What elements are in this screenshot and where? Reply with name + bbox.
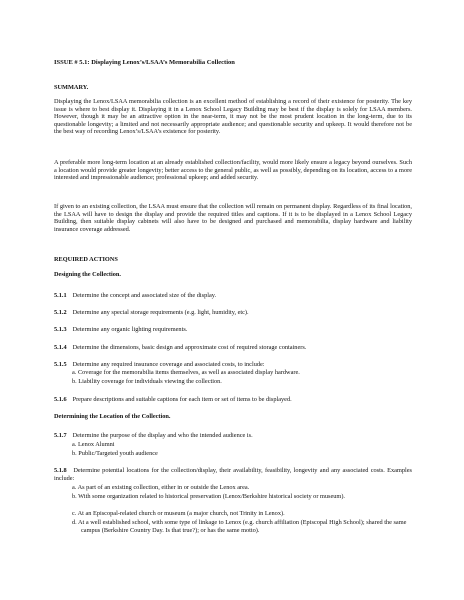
summary-heading: SUMMARY. (54, 84, 89, 91)
action-item-5-1-5: 5.1.5 Determine any required insurance coverage and associated costs, to include: (54, 361, 265, 368)
action-item-5-1-3: 5.1.3 Determine any organic lighting requirements. (54, 326, 188, 333)
action-item-5-1-8: 5.1.8 Determine potential locations for the collection/display, their availability, feasibility, longevity and any associated costs. Examples include: (54, 467, 413, 482)
summary-paragraph-3: If given to an existing collection, the LSAA must ensure that the collection will remain on permanent display. Regardless of its final location, the LSAA will have to design the display and provide the required titles and captions. If it is to be displayed in a Lenox School Legacy Building, then suitable display cabinets will also have to be designed and purchased and memorabilia, display hardware and liability insurance coverage addressed. (54, 203, 412, 233)
designing-collection-heading: Designing the Collection. (54, 271, 121, 278)
action-item-5-1-7: 5.1.7 Determine the purpose of the display and who the intended audience is. (54, 432, 253, 439)
summary-paragraph-2: A preferable more long-term location at an already established collection/facility, would more likely ensure a legacy beyond ourselves. Such a location would provide greater longevity; better access to the general public, as well as possibly, depending on its location, access to a more interested and impressionable audience; professional upkeep; and added security. (54, 159, 412, 182)
summary-paragraph-1: Displaying the Lenox/LSAA memorabilia collection is an excellent method of establishing a record of their existence for posterity. The key issue is where to best display it. Displaying it in a Lenox School Legacy Building may be best if the display is solely for LSAA members. However, though it may be an attractive option in the near-term, it may not be the most prudent location in the long-term, due to its questionable longevity; a limited and not necessarily appropriate audience; and questionable security and upkeep. It would therefore not be the best way of recording Lenox’s/LSAA’s existence for posterity. (54, 98, 412, 136)
action-item-5-1-6: 5.1.6 Prepare descriptions and suitable captions for each item or set of items to be displayed. (54, 396, 292, 403)
action-item-5-1-8-sub-c: c. At an Episcopal-related church or museum (a major church, not Trinity in Lenox). (72, 510, 285, 517)
action-item-5-1-4: 5.1.4 Determine the dimensions, basic design and approximate cost of required storage containers. (54, 344, 307, 351)
location-collection-heading: Determining the Location of the Collection. (54, 413, 171, 420)
action-item-5-1-8-sub-a: a. As part of an existing collection, either in or outside the Lenox area. (72, 484, 250, 491)
action-item-5-1-5-sub-a: a. Coverage for the memorabilia items themselves, as well as associated display hardware. (72, 369, 300, 376)
required-actions-heading: REQUIRED ACTIONS (54, 256, 118, 263)
action-item-5-1-7-sub-a: a. Lenox Alumni (72, 441, 115, 448)
action-item-5-1-2: 5.1.2 Determine any special storage requirements (e.g. light, humidity, etc). (54, 309, 249, 316)
action-item-5-1-5-sub-b: b. Liability coverage for individuals viewing the collection. (72, 378, 222, 385)
action-item-5-1-7-sub-b: b. Public/Targeted youth audience (72, 450, 158, 457)
action-item-5-1-8-sub-b: b. With some organization related to historical preservation (Lenox/Berkshire historical society or museum). (72, 493, 346, 500)
action-item-5-1-8-sub-d: d. At a well established school, with some type of linkage to Lenox (e.g. church affiliation (Episcopal High School); shared the same campus (Berkshire Country Day. Is that true?); or has the same motto). (72, 519, 407, 534)
action-item-5-1-1: 5.1.1 Determine the concept and associated size of the display. (54, 292, 217, 299)
issue-title: ISSUE # 5.1: Displaying Lenox’s/LSAA’s Memorabilia Collection (54, 59, 235, 66)
